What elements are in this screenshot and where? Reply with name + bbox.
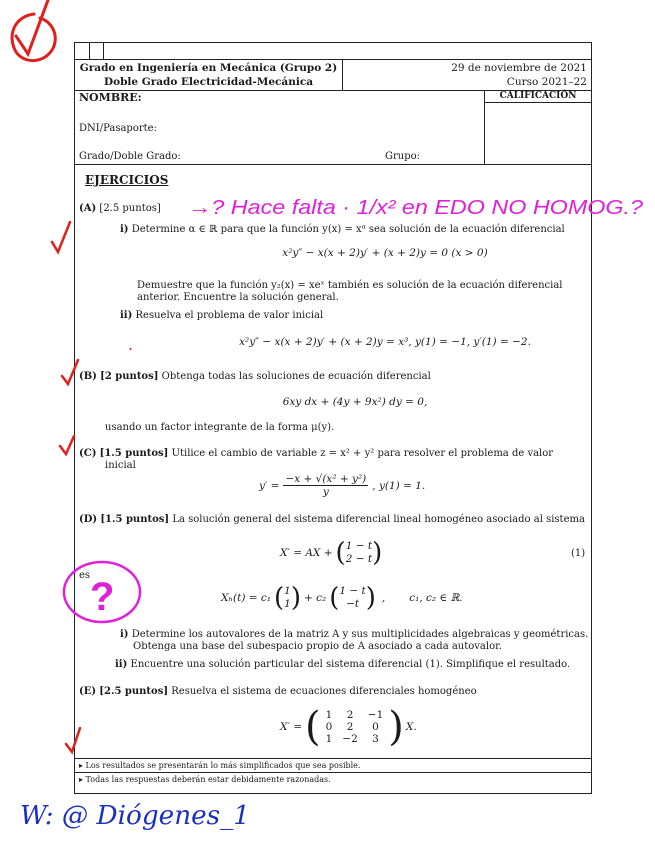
signature: W: @ Diógenes_1 [20, 801, 250, 831]
course-year: Curso 2021–22 [506, 76, 587, 88]
exercise-e-eq: X′ = ( 1 2 −1 0 2 0 1 −2 3 ) X. [280, 704, 417, 750]
degree-line1: Grado en Ingeniería en Mecánica (Grupo 2) [79, 62, 338, 74]
exercise-c-text2: inicial [105, 460, 136, 471]
equation-tag: (1) [571, 548, 586, 559]
matrix-a: 1 2 −1 0 2 0 1 −2 3 [325, 709, 384, 745]
check-icon [62, 360, 78, 384]
exercise-b-text2: usando un factor integrante de la forma μ(y). [105, 422, 335, 433]
red-dot [130, 348, 131, 350]
exercise-a-eq1: x²y″ − x(x + 2)y′ + (x + 2)y = 0 (x > 0) [282, 247, 488, 259]
exercise-d-i: i) Determine los autovalores de la matriz A y sus multiplicidades algebraicas y geométricas. [120, 629, 589, 640]
exercise-d-es: es [79, 570, 91, 581]
dni-label: DNI/Pasaporte: [79, 123, 157, 134]
exercise-a-header: (A) [2.5 puntos] [79, 203, 161, 214]
exercise-d-ii: ii) Encuentre una solución particular del sistema diferencial (1). Simplifique el resultado. [115, 659, 571, 670]
calificacion-label: CALIFICACIÓN [485, 90, 591, 103]
exercise-b-eq: 6xy dx + (4y + 9x²) dy = 0, [282, 396, 428, 408]
exercise-e-header: (E) [2.5 puntos] Resuelva el sistema de ecuaciones diferenciales homogéneo [79, 686, 477, 697]
exercise-d-xh: Xₕ(t) = c₁ ( 1 1 ) + c₂ ( 1 − t −t ) , c₁, c₂ ∈ ℝ. [221, 583, 463, 613]
exercise-c-eq: y′ = $\frac{\text{−x + √(x² + y²)}}{y}$ , y(1) = 1. [259, 473, 426, 498]
check-icon [60, 436, 74, 454]
handwritten-comment: →? Hace falta · 1/x² en EDO NO HOMOG.? [188, 197, 645, 219]
footer-note-1: ▸ Los resultados se presentarán lo más simplificados que sea posible. [79, 761, 361, 770]
exercise-a-i-text2a: Demuestre que la función y₂(x) = xeˣ también es solución de la ecuación diferencial [137, 280, 563, 291]
question-mark-text: ? [90, 575, 115, 619]
check-icon [66, 728, 80, 752]
exercise-a-i: i) Determine α ∈ ℝ para que la función y(x) = xᵅ sea solución de la ecuación diferencial [120, 224, 565, 235]
exam-date: 29 de noviembre de 2021 [451, 62, 587, 74]
degree-line2: Doble Grado Electricidad-Mecánica [103, 76, 314, 88]
exercise-d-header: (D) [1.5 puntos] La solución general del sistema diferencial lineal homogéneo asociado al sistema [79, 514, 585, 525]
exercise-d-i-text2: Obtenga una base del subespacio propio de A asociado a cada autovalor. [133, 641, 502, 652]
grupo-label: Grupo: [385, 151, 420, 162]
footer-note-2: ▸ Todas las respuestas deberán estar debidamente razonadas. [75, 772, 591, 786]
nombre-label: NOMBRE: [79, 91, 142, 104]
circled-check-icon [12, 0, 55, 61]
section-title: EJERCICIOS [85, 173, 169, 187]
exercise-b-header: (B) [2 puntos] Obtenga todas las soluciones de ecuación diferencial [79, 371, 431, 382]
exercise-c-header: (C) [1.5 puntos] Utilice el cambio de variable z = x² + y² para resolver el problema de valor [79, 448, 554, 459]
check-icon [52, 222, 70, 252]
exercise-a-eq2: x²y″ − x(x + 2)y′ + (x + 2)y = x³, y(1) = −1, y′(1) = −2. [239, 336, 531, 348]
exercise-d-eq: X′ = AX + ( 1 − t 2 − t ) [280, 538, 383, 568]
grado-label: Grado/Doble Grado: [79, 151, 181, 162]
exercise-a-i-text2b: anterior. Encuentre la solución general. [137, 292, 339, 303]
exercise-a-ii: ii) Resuelva el problema de valor inicial [120, 310, 324, 321]
